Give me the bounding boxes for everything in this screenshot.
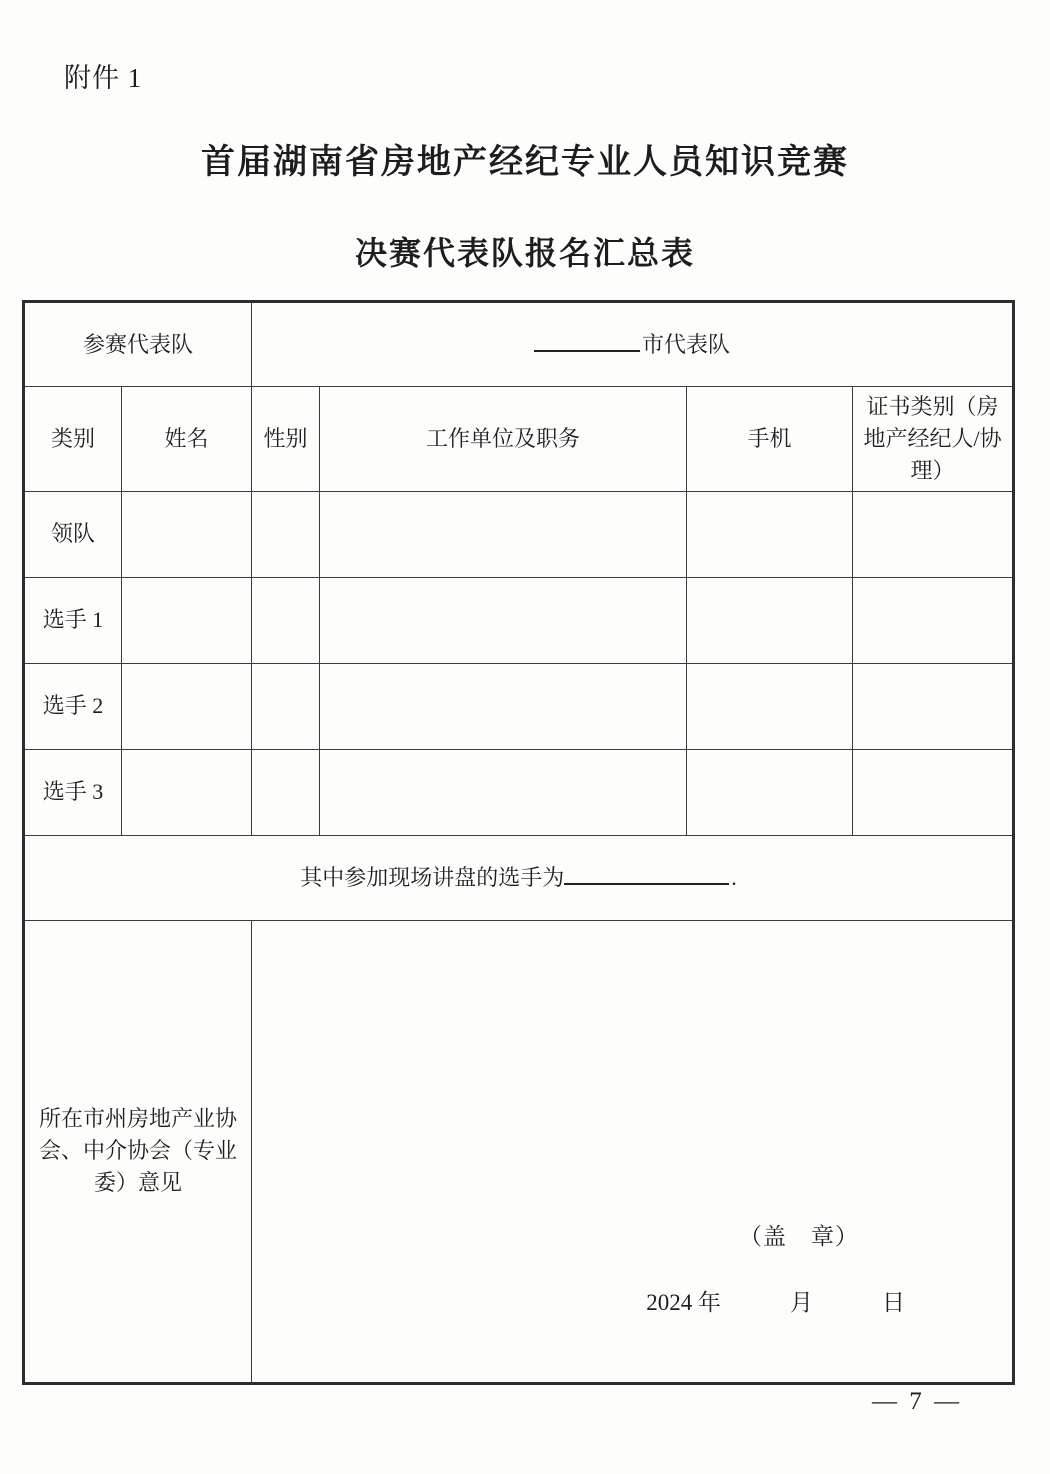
cell-phone[interactable] xyxy=(687,491,853,577)
cell-gender[interactable] xyxy=(252,491,320,577)
cell-name[interactable] xyxy=(122,749,252,835)
header-phone: 手机 xyxy=(687,387,853,492)
header-work-unit: 工作单位及职务 xyxy=(320,387,687,492)
page-title: 首届湖南省房地产经纪专业人员知识竞赛 xyxy=(201,144,849,181)
team-row-label: 参赛代表队 xyxy=(24,302,252,387)
cell-name[interactable] xyxy=(122,663,252,749)
opinion-signature-block xyxy=(258,931,1006,1371)
row-label: 选手 3 xyxy=(24,749,122,835)
table-row-player1 xyxy=(24,577,1014,663)
page-number: — 7 — xyxy=(872,1388,962,1415)
onsite-player-blank[interactable] xyxy=(564,862,729,885)
team-row-suffix: 市代表队 xyxy=(642,331,731,357)
team-row xyxy=(24,302,1014,387)
cell-gender[interactable] xyxy=(252,577,320,663)
cell-certificate[interactable] xyxy=(853,491,1014,577)
onsite-note-prefix: 其中参加现场讲盘的选手为 xyxy=(300,864,565,890)
cell-gender[interactable] xyxy=(252,749,320,835)
cell-work-unit[interactable] xyxy=(320,491,687,577)
table-header-row xyxy=(24,387,1014,492)
opinion-content-cell[interactable] xyxy=(252,920,1014,1383)
onsite-note-suffix: . xyxy=(731,864,737,890)
cell-gender[interactable] xyxy=(252,663,320,749)
opinion-row xyxy=(24,920,1014,1383)
cell-certificate[interactable] xyxy=(853,663,1014,749)
table-row-player2 xyxy=(24,663,1014,749)
row-label: 选手 1 xyxy=(24,577,122,663)
cell-name[interactable] xyxy=(122,491,252,577)
opinion-label: 所在市州房地产业协会、中介协会（专业委）意见 xyxy=(24,920,252,1383)
onsite-note-row xyxy=(24,835,1014,920)
registration-table xyxy=(22,300,1015,1385)
cell-phone[interactable] xyxy=(687,749,853,835)
header-certificate: 证书类别（房地产经纪人/协理） xyxy=(853,387,1014,492)
cell-phone[interactable] xyxy=(687,577,853,663)
attachment-label: 附件 1 xyxy=(64,63,143,93)
header-category: 类别 xyxy=(24,387,122,492)
cell-work-unit[interactable] xyxy=(320,749,687,835)
cell-work-unit[interactable] xyxy=(320,577,687,663)
table-row-leader xyxy=(24,491,1014,577)
row-label: 选手 2 xyxy=(24,663,122,749)
cell-certificate[interactable] xyxy=(853,749,1014,835)
cell-name[interactable] xyxy=(122,577,252,663)
team-name-blank[interactable] xyxy=(534,329,640,352)
header-gender: 性别 xyxy=(252,387,320,492)
header-name: 姓名 xyxy=(122,387,252,492)
date-placeholder: 2024 年 月 日 xyxy=(646,1289,906,1315)
cell-work-unit[interactable] xyxy=(320,663,687,749)
row-label: 领队 xyxy=(24,491,122,577)
cell-phone[interactable] xyxy=(687,663,853,749)
seal-placeholder: （盖 章） xyxy=(739,1224,860,1250)
page-subtitle: 决赛代表队报名汇总表 xyxy=(354,235,695,271)
cell-certificate[interactable] xyxy=(853,577,1014,663)
onsite-note-cell xyxy=(24,835,1014,920)
table-row-player3 xyxy=(24,749,1014,835)
team-row-value-cell xyxy=(252,302,1014,387)
